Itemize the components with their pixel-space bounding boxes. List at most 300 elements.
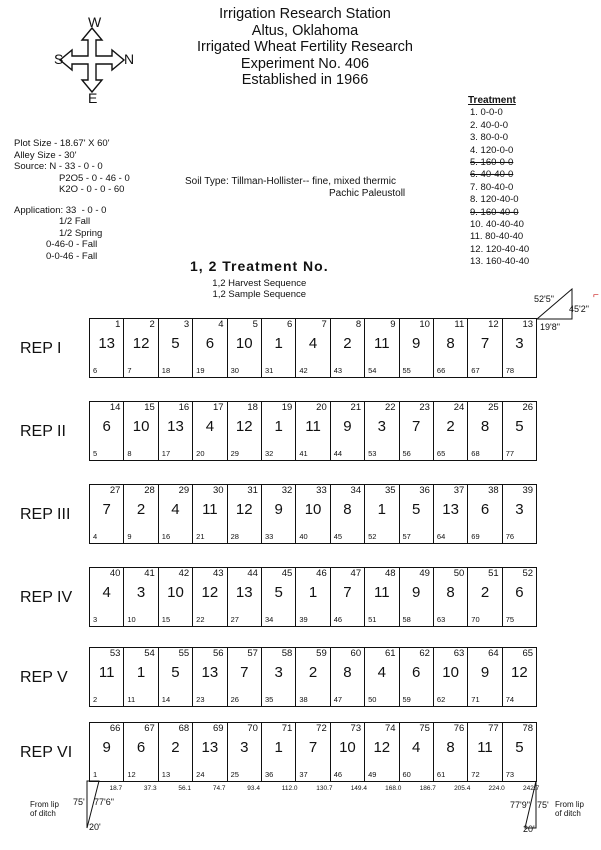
plot-cell bbox=[365, 723, 399, 781]
plot-cell bbox=[296, 485, 330, 543]
treatment-number: 11 bbox=[98, 664, 115, 681]
plot-cell bbox=[193, 319, 227, 377]
sample-number: 20 bbox=[196, 449, 205, 458]
sample-number: 25 bbox=[230, 770, 239, 779]
treatment-number: 13 bbox=[442, 501, 459, 518]
treatment-number: 5 bbox=[515, 418, 524, 435]
soil-line-2: Pachic Paleustoll bbox=[329, 188, 406, 199]
plot-cell bbox=[228, 402, 262, 460]
sample-number: 53 bbox=[368, 449, 377, 458]
plot-number: 47 bbox=[350, 568, 362, 579]
plot-cell bbox=[331, 402, 365, 460]
plot-number: 44 bbox=[247, 568, 258, 579]
treatment-number: 7 bbox=[102, 501, 111, 518]
plot-number: 22 bbox=[384, 402, 396, 413]
treatment-item: 5. 160-0-0 bbox=[470, 157, 514, 169]
rep-label: REP VI bbox=[20, 744, 73, 761]
sample-number: 40 bbox=[299, 532, 308, 541]
plot-cell bbox=[434, 485, 468, 543]
treatment-number: 7 bbox=[412, 418, 421, 435]
plot-cell bbox=[90, 568, 124, 626]
treatment-number: 4 bbox=[377, 664, 386, 681]
plot-cell bbox=[124, 568, 158, 626]
plot-cell bbox=[296, 568, 330, 626]
treatment-number: 9 bbox=[343, 418, 352, 435]
treatment-number: 1 bbox=[377, 501, 386, 518]
treatment-number: 13 bbox=[235, 584, 253, 601]
sample-number: 19 bbox=[196, 366, 205, 375]
plot-number: 70 bbox=[247, 723, 258, 734]
plot-number: 40 bbox=[109, 568, 121, 579]
plot-cell bbox=[400, 568, 434, 626]
plot-number: 38 bbox=[488, 485, 499, 496]
plot-cell bbox=[90, 485, 124, 543]
plot-cell bbox=[503, 319, 536, 377]
plot-cell bbox=[365, 648, 399, 706]
treatment-item: 11. 80-40-40 bbox=[470, 231, 524, 243]
treatment-number: 7 bbox=[343, 584, 352, 601]
plot-number: 42 bbox=[178, 568, 190, 579]
sample-number: 17 bbox=[161, 449, 171, 458]
sample-number: 24 bbox=[196, 770, 205, 779]
treatment-number: 4 bbox=[205, 418, 215, 435]
treatment-number: 12 bbox=[201, 584, 219, 601]
treatment-number: 9 bbox=[412, 584, 421, 601]
plot-info bbox=[14, 138, 130, 262]
treatment-number: 10 bbox=[442, 664, 459, 681]
from-lip-left bbox=[30, 800, 59, 818]
plot-cell bbox=[228, 568, 262, 626]
treatment-number: 9 bbox=[102, 739, 111, 756]
plot-number: 75 bbox=[419, 723, 430, 734]
plot-cell bbox=[262, 402, 296, 460]
sample-number: 45 bbox=[333, 532, 343, 541]
rep-grid bbox=[89, 401, 537, 461]
corner-br-b: 75' bbox=[537, 800, 549, 810]
plot-number: 58 bbox=[281, 648, 293, 659]
plot-number: 56 bbox=[212, 648, 224, 659]
sample-number: 63 bbox=[436, 615, 446, 624]
plot-number: 73 bbox=[350, 723, 362, 734]
plot-cell bbox=[228, 648, 262, 706]
plot-number: 21 bbox=[350, 402, 362, 413]
treatment-number: 3 bbox=[515, 335, 524, 352]
app-p: 0-46-0 - Fall bbox=[46, 239, 98, 250]
plot-cell bbox=[124, 723, 158, 781]
sample-number: 62 bbox=[436, 695, 446, 704]
header-line-5: Established in 1966 bbox=[241, 72, 369, 88]
plot-number: 33 bbox=[316, 485, 327, 496]
plot-cell bbox=[296, 319, 330, 377]
plot-cell bbox=[331, 485, 365, 543]
treatment-number: 1 bbox=[274, 335, 283, 352]
treatment-number: 2 bbox=[343, 335, 352, 352]
treatment-number: 5 bbox=[412, 501, 421, 518]
plot-number: 64 bbox=[488, 648, 499, 659]
sample-number: 21 bbox=[196, 532, 205, 541]
plot-cell bbox=[331, 568, 365, 626]
plot-number: 9 bbox=[390, 319, 396, 330]
treatment-number: 12 bbox=[373, 739, 391, 756]
treatment-item: 12. 120-40-40 bbox=[470, 243, 530, 255]
plot-number: 6 bbox=[287, 319, 293, 330]
plot-cell bbox=[159, 402, 193, 460]
plot-number: 52 bbox=[522, 568, 534, 579]
treatment-number: 12 bbox=[235, 418, 253, 435]
sample-number: 71 bbox=[471, 695, 480, 704]
sample-number: 13 bbox=[161, 770, 171, 779]
treatment-number: 6 bbox=[515, 584, 524, 601]
plot-number: 51 bbox=[488, 568, 499, 579]
sample-number: 7 bbox=[127, 366, 132, 375]
plot-cell bbox=[90, 402, 124, 460]
treatment-number: 8 bbox=[343, 501, 352, 518]
plot-number: 65 bbox=[522, 648, 534, 659]
treatment-number: 12 bbox=[235, 501, 253, 518]
plot-cell bbox=[228, 319, 262, 377]
plot-number: 31 bbox=[247, 485, 258, 496]
sample-number: 49 bbox=[368, 770, 377, 779]
plot-number: 2 bbox=[149, 319, 155, 330]
plot-cell bbox=[400, 402, 434, 460]
from-lip-right-1: From lip bbox=[555, 800, 584, 809]
plot-number: 34 bbox=[350, 485, 362, 496]
compass-west-label: S bbox=[54, 51, 64, 67]
distance-label: 224.0 bbox=[488, 785, 505, 792]
plot-number: 49 bbox=[419, 568, 430, 579]
plot-cell bbox=[365, 319, 399, 377]
sample-number: 68 bbox=[471, 449, 480, 458]
treatment-number: 11 bbox=[477, 739, 493, 756]
application: Application: 33 - 0 - 0 bbox=[14, 204, 107, 216]
treatment-item: 1. 0-0-0 bbox=[470, 107, 503, 119]
sample-number: 26 bbox=[230, 695, 239, 704]
distance-label: 56.1 bbox=[178, 785, 192, 792]
legend-harvest: 1,2 Harvest Sequence bbox=[212, 278, 307, 289]
plot-number: 25 bbox=[488, 402, 499, 413]
plot-number: 68 bbox=[178, 723, 190, 734]
legend bbox=[190, 258, 329, 300]
corner-br-a: 77'9" bbox=[510, 800, 530, 810]
sample-number: 3 bbox=[93, 615, 98, 624]
sample-number: 15 bbox=[161, 615, 171, 624]
plot-cell bbox=[503, 568, 536, 626]
plot-cell bbox=[468, 723, 502, 781]
treatment-number: 13 bbox=[98, 335, 116, 352]
plot-cell bbox=[365, 568, 399, 626]
distance-label: 186.7 bbox=[419, 785, 436, 792]
plot-number: 62 bbox=[419, 648, 430, 659]
legend-sample: 1,2 Sample Sequence bbox=[212, 289, 307, 300]
sample-number: 35 bbox=[264, 695, 274, 704]
treatment-number: 10 bbox=[235, 335, 253, 352]
rep-label: REP V bbox=[20, 669, 68, 686]
plot-number: 55 bbox=[178, 648, 190, 659]
treatment-number: 8 bbox=[446, 584, 455, 601]
distance-label: 149.4 bbox=[350, 785, 367, 792]
treatment-item: 4. 120-0-0 bbox=[470, 144, 514, 156]
sample-number: 50 bbox=[368, 695, 377, 704]
plot-number: 41 bbox=[144, 568, 155, 579]
plot-cell bbox=[365, 485, 399, 543]
plot-cell bbox=[468, 485, 502, 543]
plot-number: 10 bbox=[419, 319, 430, 330]
sample-number: 55 bbox=[402, 366, 411, 375]
sample-number: 33 bbox=[264, 532, 274, 541]
sample-number: 34 bbox=[264, 615, 274, 624]
app-k: 0-0-46 - Fall bbox=[46, 250, 98, 262]
plot-cell bbox=[262, 568, 296, 626]
header-line-1: Irrigation Research Station bbox=[219, 6, 391, 22]
treatment-number: 5 bbox=[515, 739, 524, 756]
sample-number: 42 bbox=[299, 366, 308, 375]
sample-number: 11 bbox=[127, 695, 136, 704]
sample-number: 9 bbox=[127, 532, 132, 541]
plot-cell bbox=[296, 648, 330, 706]
rep-label: REP I bbox=[20, 340, 62, 357]
plot-cell bbox=[400, 319, 434, 377]
sample-number: 52 bbox=[368, 532, 377, 541]
plot-number: 72 bbox=[316, 723, 327, 734]
plot-number: 74 bbox=[384, 723, 396, 734]
treatment-item: 10. 40-40-40 bbox=[470, 219, 524, 231]
plot-number: 24 bbox=[453, 402, 465, 413]
sample-number: 30 bbox=[230, 366, 239, 375]
plot-number: 5 bbox=[252, 319, 258, 330]
treatment-number: 3 bbox=[136, 584, 146, 601]
plot-number: 67 bbox=[144, 723, 155, 734]
treatment-number: 6 bbox=[412, 664, 421, 681]
plot-number: 39 bbox=[522, 485, 534, 496]
plot-cell bbox=[228, 723, 262, 781]
sample-number: 72 bbox=[471, 770, 480, 779]
treatment-number: 9 bbox=[480, 664, 490, 681]
treatment-number: 13 bbox=[201, 664, 219, 681]
treatment-number: 2 bbox=[480, 584, 490, 601]
treatment-number: 7 bbox=[240, 664, 249, 681]
rep-label: REP IV bbox=[20, 589, 73, 606]
plot-number: 29 bbox=[178, 485, 190, 496]
source-n: Source: N - 33 - 0 - 0 bbox=[14, 161, 103, 172]
treatment-number: 12 bbox=[511, 664, 528, 681]
plot-cell bbox=[159, 648, 193, 706]
plot-number: 35 bbox=[384, 485, 396, 496]
rep-grid bbox=[89, 484, 537, 544]
app-spring: 1/2 Spring bbox=[59, 227, 103, 239]
sample-number: 27 bbox=[230, 615, 239, 624]
plot-number: 48 bbox=[384, 568, 396, 579]
plot-cell bbox=[159, 485, 193, 543]
plot-cell bbox=[434, 402, 468, 460]
treatment-number: 3 bbox=[377, 418, 386, 435]
plot-number: 18 bbox=[247, 402, 258, 413]
sample-number: 61 bbox=[436, 770, 446, 779]
treatment-number: 1 bbox=[274, 739, 283, 756]
plot-cell bbox=[400, 648, 434, 706]
sample-number: 56 bbox=[402, 449, 411, 458]
app-fall: 1/2 Fall bbox=[59, 216, 91, 227]
source-p: P2O5 - 0 - 46 - 0 bbox=[59, 172, 130, 184]
sample-number: 51 bbox=[368, 615, 377, 624]
plot-cell bbox=[159, 319, 193, 377]
treatment-number: 9 bbox=[274, 501, 283, 518]
plot-cell bbox=[193, 723, 227, 781]
distance-label: 130.7 bbox=[316, 785, 333, 792]
legend-treatment: 1, 2 Treatment No. bbox=[190, 258, 329, 274]
plot-cell bbox=[468, 319, 502, 377]
corner-bl-c: 20' bbox=[89, 822, 101, 832]
plot-cell bbox=[434, 319, 468, 377]
corner-top-c: 19'8" bbox=[540, 322, 560, 332]
sample-number: 28 bbox=[230, 532, 239, 541]
sample-number: 75 bbox=[505, 615, 515, 624]
sample-number: 23 bbox=[196, 695, 205, 704]
distance-label: 112.0 bbox=[281, 785, 298, 792]
from-lip-left-1: From lip bbox=[30, 800, 59, 809]
plot-cell bbox=[503, 723, 536, 781]
plot-cell bbox=[331, 648, 365, 706]
treatment-number: 5 bbox=[274, 584, 283, 601]
sample-number: 44 bbox=[333, 449, 343, 458]
plot-cell bbox=[159, 568, 193, 626]
treatment-number: 5 bbox=[171, 335, 180, 352]
sample-number: 31 bbox=[264, 366, 274, 375]
plot-cell bbox=[193, 568, 227, 626]
plot-cell bbox=[503, 485, 536, 543]
sample-number: 70 bbox=[471, 615, 480, 624]
plot-number: 27 bbox=[109, 485, 121, 496]
treatment-number: 10 bbox=[132, 418, 150, 435]
sample-number: 18 bbox=[161, 366, 171, 375]
sample-number: 47 bbox=[333, 695, 343, 704]
plot-number: 77 bbox=[488, 723, 499, 734]
plot-cell bbox=[468, 402, 502, 460]
sample-number: 74 bbox=[505, 695, 515, 704]
plot-number: 11 bbox=[454, 319, 465, 330]
header-line-2: Altus, Oklahoma bbox=[251, 22, 359, 39]
treatment-item: 8. 120-40-0 bbox=[470, 194, 519, 206]
plot-number: 7 bbox=[321, 319, 327, 330]
sample-number: 16 bbox=[161, 532, 171, 541]
header-line-4: Experiment No. 406 bbox=[240, 55, 370, 72]
sample-number: 78 bbox=[505, 366, 515, 375]
distance-label: 93.4 bbox=[247, 785, 260, 792]
plot-number: 4 bbox=[218, 319, 224, 330]
plot-cell bbox=[193, 648, 227, 706]
sample-number: 41 bbox=[299, 449, 308, 458]
soil-line-1: Soil Type: Tillman-Hollister-- fine, mixed thermic bbox=[185, 176, 396, 187]
treatment-number: 13 bbox=[201, 739, 219, 756]
plot-cell bbox=[331, 319, 365, 377]
plot-cell bbox=[90, 648, 124, 706]
plot-number: 63 bbox=[453, 648, 465, 659]
treatment-item: 7. 80-40-0 bbox=[470, 181, 514, 193]
treatment-number: 1 bbox=[274, 418, 283, 435]
corner-top-b: 45'2" bbox=[569, 304, 589, 314]
plot-cell bbox=[296, 402, 330, 460]
plot-cell bbox=[90, 723, 124, 781]
plot-cell bbox=[193, 402, 227, 460]
sample-number: 46 bbox=[333, 615, 343, 624]
plot-cell bbox=[262, 319, 296, 377]
plot-cell bbox=[124, 319, 158, 377]
sample-number: 12 bbox=[127, 770, 136, 779]
plot-number: 57 bbox=[247, 648, 258, 659]
plot-number: 20 bbox=[316, 402, 327, 413]
treatment-number: 8 bbox=[480, 418, 490, 435]
treatment-number: 6 bbox=[136, 739, 146, 756]
treatment-number: 4 bbox=[308, 335, 318, 352]
sample-number: 2 bbox=[93, 695, 98, 704]
plot-cell bbox=[193, 485, 227, 543]
treatment-number: 8 bbox=[343, 664, 352, 681]
plot-number: 66 bbox=[109, 723, 121, 734]
corner-top-a: 52'5" bbox=[534, 294, 554, 304]
plot-number: 17 bbox=[212, 402, 224, 413]
header-line-3: Irrigated Wheat Fertility Research bbox=[197, 39, 413, 55]
compass-south-label: E bbox=[88, 90, 98, 106]
plot-cell bbox=[124, 485, 158, 543]
distance-label: 205.4 bbox=[454, 785, 471, 792]
treatment-number: 10 bbox=[304, 501, 322, 518]
sample-number: 39 bbox=[299, 615, 308, 624]
treatment-number: 2 bbox=[136, 501, 146, 518]
plot-cell bbox=[400, 723, 434, 781]
treatment-number: 9 bbox=[412, 335, 421, 352]
plot-cell bbox=[434, 568, 468, 626]
treatment-item: 9. 160-40-0 bbox=[470, 206, 519, 218]
treatment-number: 3 bbox=[274, 664, 283, 681]
compass-icon bbox=[52, 14, 135, 106]
distance-label: 37.3 bbox=[143, 785, 157, 792]
sample-number: 43 bbox=[333, 366, 343, 375]
sample-number: 66 bbox=[436, 366, 446, 375]
treatment-item: 2. 40-0-0 bbox=[470, 119, 509, 131]
rep-label: REP III bbox=[20, 506, 71, 523]
plot-number: 36 bbox=[419, 485, 430, 496]
treatment-number: 7 bbox=[308, 739, 318, 756]
treatment-number: 11 bbox=[374, 335, 390, 352]
sample-number: 37 bbox=[299, 770, 308, 779]
plot-number: 78 bbox=[522, 723, 534, 734]
sample-number: 36 bbox=[264, 770, 274, 779]
sample-number: 46 bbox=[333, 770, 343, 779]
sample-number: 1 bbox=[93, 770, 98, 779]
treatment-item: 3. 80-0-0 bbox=[470, 132, 509, 144]
distance-label: 74.7 bbox=[212, 785, 226, 792]
plot-number: 1 bbox=[115, 319, 121, 330]
sample-number: 32 bbox=[264, 449, 274, 458]
treatment-number: 2 bbox=[171, 739, 180, 756]
sample-number: 22 bbox=[196, 615, 205, 624]
plot-cell bbox=[124, 402, 158, 460]
rep-grid bbox=[89, 567, 537, 627]
plot-number: 26 bbox=[522, 402, 534, 413]
treatment-number: 7 bbox=[480, 335, 490, 352]
plot-cell bbox=[468, 568, 502, 626]
plot-number: 3 bbox=[183, 319, 190, 330]
rep-grid bbox=[89, 647, 537, 707]
treatment-number: 4 bbox=[102, 584, 111, 601]
plot-number: 76 bbox=[453, 723, 465, 734]
plot-cell bbox=[262, 648, 296, 706]
plot-cell bbox=[331, 723, 365, 781]
plot-number: 14 bbox=[109, 402, 121, 413]
distance-label: 242.7 bbox=[523, 785, 540, 792]
sample-number: 77 bbox=[505, 449, 515, 458]
rep-grid bbox=[89, 318, 537, 378]
rep-grid bbox=[89, 722, 537, 782]
